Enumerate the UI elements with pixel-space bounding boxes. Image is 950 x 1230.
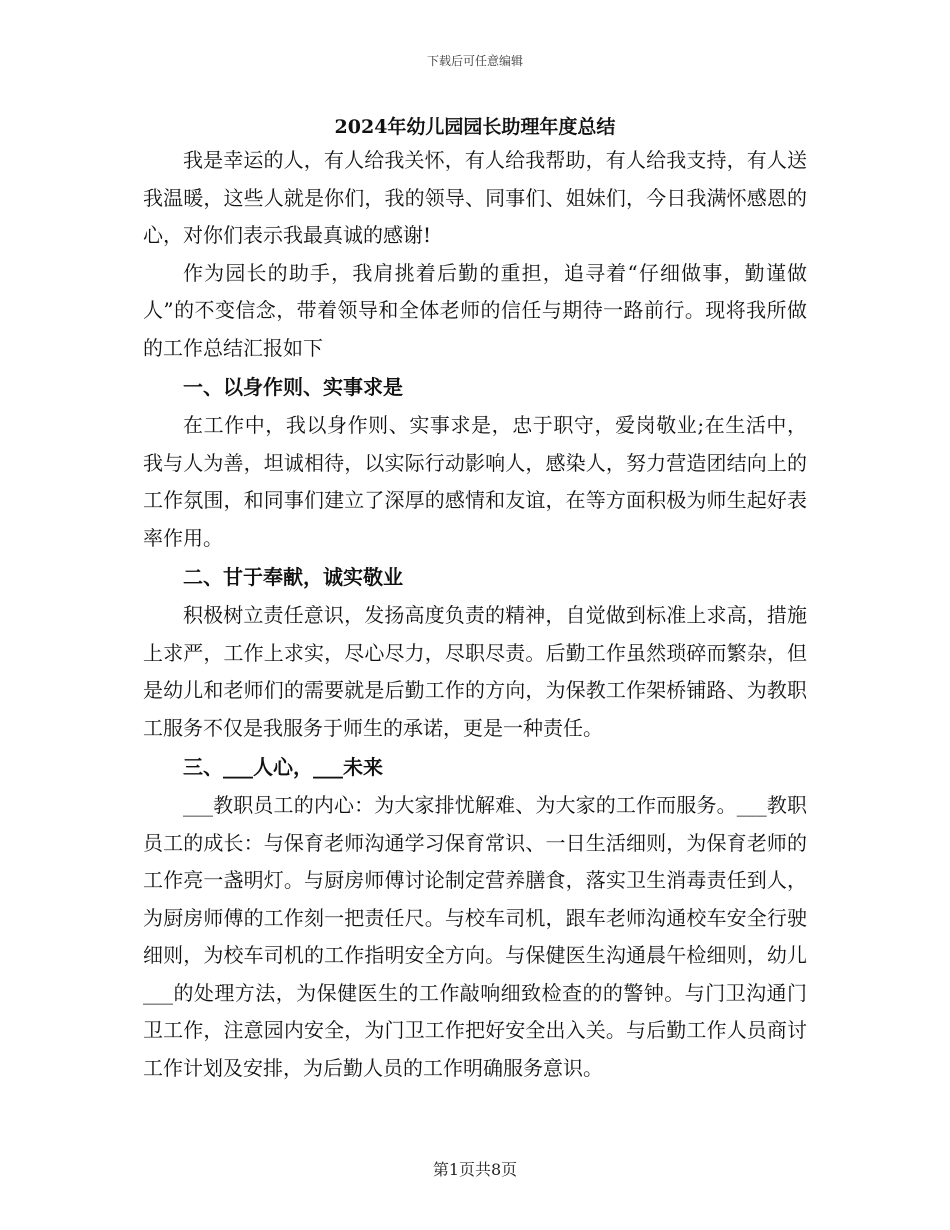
paragraph-introduction: 作为园长的助手，我肩挑着后勤的重担，追寻着“仔细做事，勤谨做人”的不变信念，带着领导和全体老师的信任与期待一路前行。现将我所做的工作总结汇报如下 [143, 260, 807, 360]
paragraph-section-3: ___教职员工的内心：为大家排忧解难、为大家的工作而服务。___教职员工的成长：与保育老师沟通学习保育常识、一日生活细则，为保育老师的工作亮一盏明灯。与厨房师傅讨论制定营养膳食，落实卫生消毒责任到人，为厨房师傅的工作刻一把责任尺。与校车司机，跟车老师沟通校车安全行驶细则，为校车司机的工作指明安全方向。与保健医生沟通晨午检细则，幼儿___的处理方法，为保健医生的工作敲响细致检查的的警钟。与门卫沟通门卫工作，注意园内安全，为门卫工作把好安全出入关。与后勤工作人员商讨工作计划及安排，为后勤人员的工作明确服务意识。 [143, 793, 807, 1080]
paragraph-section-1: 在工作中，我以身作则、实事求是，忠于职守，爱岗敬业;在生活中，我与人为善，坦诚相待，以实际行动影响人，感染人，努力营造团结向上的工作氛围，和同事们建立了深厚的感情和友谊，在等方面积极为师生起好表率作用。 [143, 413, 807, 550]
page-header-note: 下载后可任意编辑 [426, 54, 523, 68]
section-heading-3: 三、___人心，___未来 [183, 755, 383, 779]
document-title: 2024年幼儿园园长助理年度总结 [334, 116, 616, 138]
document-body [143, 142, 807, 1087]
paragraph-gratitude: 我是幸运的人，有人给我关怀，有人给我帮助，有人给我支持，有人送我温暖，这些人就是你们，我的领导、同事们、姐妹们，今日我满怀感恩的心，对你们表示我最真诚的感谢! [143, 148, 807, 247]
page-number: 第1页共8页 [432, 1160, 518, 1179]
paragraph-section-2: 积极树立责任意识，发扬高度负责的精神，自觉做到标准上求高，措施上求严，工作上求实，尽心尽力，尽职尽责。后勤工作虽然琐碎而繁杂，但是幼儿和老师们的需要就是后勤工作的方向，为保教工作架桥铺路、为教职工服务不仅是我服务于师生的承诺，更是一种责任。 [143, 603, 807, 740]
section-heading-1: 一、以身作则、实事求是 [183, 375, 403, 399]
section-heading-2: 二、甘于奉献，诚实敬业 [183, 565, 403, 589]
